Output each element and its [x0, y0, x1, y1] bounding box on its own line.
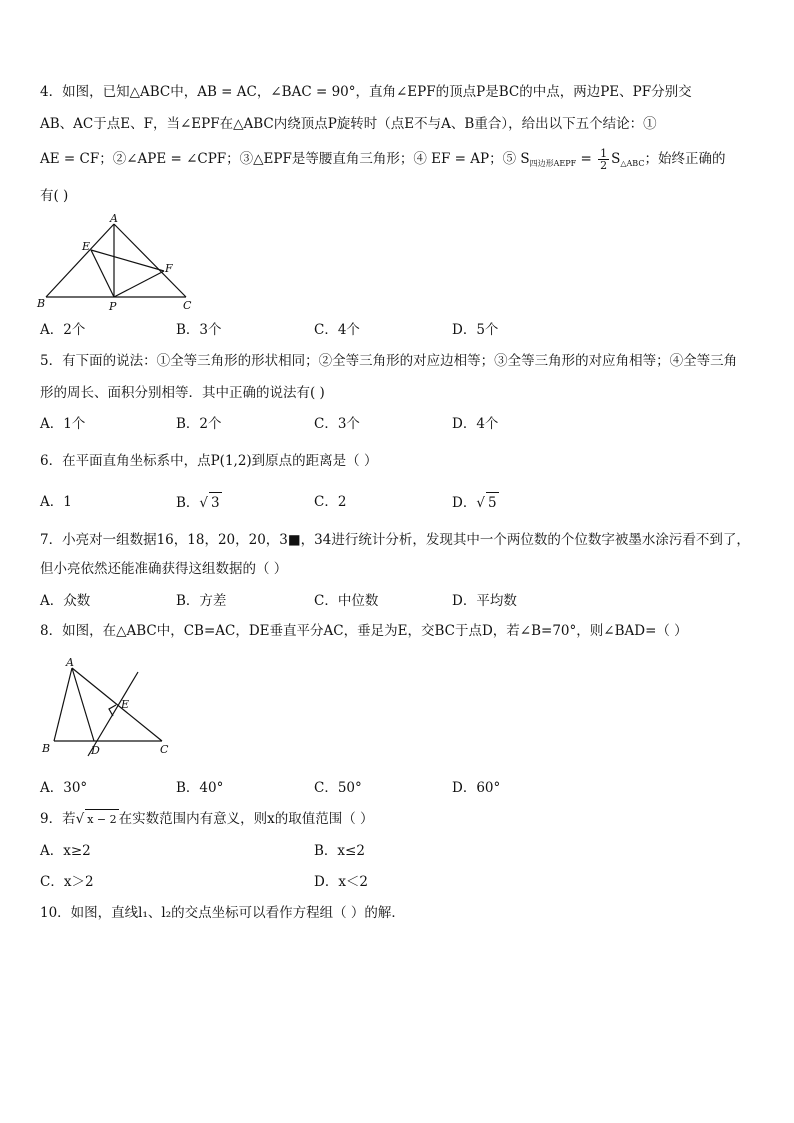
- label-A: A: [66, 656, 74, 669]
- label-P: P: [109, 300, 117, 313]
- label-B: B: [37, 297, 46, 310]
- q9-option-c[interactable]: C．x＞2: [40, 874, 94, 890]
- fraction-one-half: $\frac{1}{2}$: [600, 147, 608, 172]
- q7-option-d[interactable]: D．平均数: [452, 593, 517, 609]
- label-A: A: [110, 212, 118, 225]
- label-B: B: [42, 742, 51, 755]
- q4-line2: AB、AC于点E、F，当∠EPF在△ABC内绕顶点P旋转时（点E不与A、B重合），给出以下五个结论：①: [40, 116, 657, 132]
- q6-option-b[interactable]: B．√ 3: [176, 492, 222, 513]
- q4-option-c[interactable]: C．4个: [314, 322, 360, 338]
- q8-option-b[interactable]: B．40°: [176, 780, 224, 796]
- q8-option-d[interactable]: D．60°: [452, 780, 501, 796]
- q4-option-a[interactable]: A．2个: [40, 322, 86, 338]
- q9-option-b[interactable]: B．x≤2: [314, 843, 365, 859]
- q6-option-c[interactable]: C．2: [314, 494, 347, 510]
- q4-option-b[interactable]: B．3个: [176, 322, 222, 338]
- q5-line1: 5．有下面的说法：①全等三角形的形状相同；②全等三角形的对应边相等；③全等三角形的对应角相等；④全等三角: [40, 353, 738, 369]
- q4-option-d[interactable]: D．5个: [452, 322, 499, 338]
- q6-option-a[interactable]: A．1: [40, 494, 72, 510]
- q6-line1: 6．在平面直角坐标系中，点P(1,2)到原点的距离是（ ）: [40, 453, 378, 469]
- q5-option-b[interactable]: B．2个: [176, 416, 222, 432]
- label-E: E: [82, 240, 91, 253]
- q4-line4: 有( ): [40, 188, 69, 204]
- q4-figure-triangle-abc: [34, 210, 204, 315]
- q9-line1: 9．若√ x − 2 在实数范围内有意义，则x的取值范围（ ）: [40, 809, 374, 830]
- q4-line3: AE = CF；②∠APE = ∠CPF；③△EPF是等腰直角三角形；④ EF = AP；⑤ $S_{四边形AEPF}$ = $\frac{1}{2}$ $S_{\triangle ABC}$；始终正确的: [40, 147, 726, 172]
- label-E: E: [121, 698, 130, 711]
- q8-line1: 8．如图，在△ABC中，CB=AC，DE垂直平分AC，垂足为E，交BC于点D，若∠B=70°，则∠BAD=（ ）: [40, 623, 688, 639]
- q9-option-d[interactable]: D．x＜2: [314, 874, 369, 890]
- q7-line2: 但小亮依然还能准确获得这组数据的（ ）: [40, 561, 288, 577]
- q7-option-b[interactable]: B．方差: [176, 593, 227, 609]
- q5-line2: 形的周长、面积分别相等．其中正确的说法有( ): [40, 385, 325, 401]
- label-C: C: [160, 743, 169, 756]
- label-D: D: [91, 744, 100, 757]
- q7-option-c[interactable]: C．中位数: [314, 593, 379, 609]
- q8-option-c[interactable]: C．50°: [314, 780, 362, 796]
- q6-option-d[interactable]: D．√ 5: [452, 492, 499, 513]
- label-F: F: [165, 262, 173, 275]
- q5-option-d[interactable]: D．4个: [452, 416, 499, 432]
- q10-line1: 10．如图，直线l₁、l₂的交点坐标可以看作方程组（ ）的解．: [40, 905, 405, 921]
- label-C: C: [183, 299, 192, 312]
- q7-line1: 7．小亮对一组数据16，18，20，20，3■，34进行统计分析，发现其中一个两位数的个位数字被墨水涂污看不到了，: [40, 532, 750, 548]
- q8-option-a[interactable]: A．30°: [40, 780, 88, 796]
- q5-option-c[interactable]: C．3个: [314, 416, 360, 432]
- q9-option-a[interactable]: A．x≥2: [40, 843, 91, 859]
- q4-line1: 4．如图，已知△ABC中，AB = AC，∠BAC = 90°，直角∠EPF的顶点P是BC的中点，两边PE、PF分别交: [40, 84, 692, 100]
- q8-figure-triangle-abc: [36, 652, 186, 762]
- q7-option-a[interactable]: A．众数: [40, 593, 91, 609]
- q5-option-a[interactable]: A．1个: [40, 416, 86, 432]
